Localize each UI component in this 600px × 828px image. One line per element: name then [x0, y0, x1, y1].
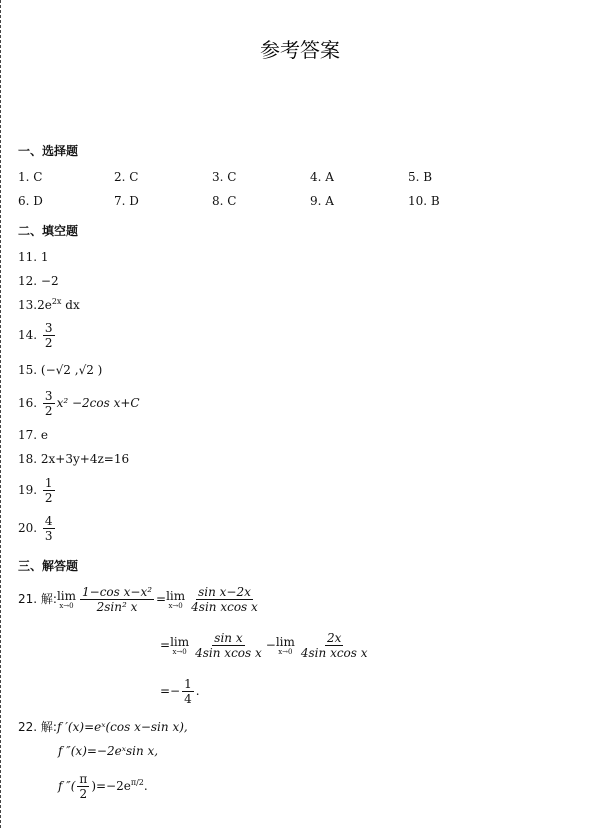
fraction-denominator: 2: [44, 404, 53, 418]
limit-word: lim: [56, 588, 77, 603]
result-tail: .: [195, 684, 200, 698]
choice-answer: 10. B: [408, 194, 440, 208]
fill-answer-19: [18, 476, 57, 505]
fraction-denominator: 4sin xcos x: [191, 600, 258, 614]
fill-answer-20: [18, 514, 57, 543]
fill-answer-14: [18, 321, 57, 350]
q22-line-3: [58, 772, 148, 801]
q22-derivative-1: f ′(x)=eˣ(cos x−sin x),: [56, 720, 188, 734]
limit: [170, 636, 189, 656]
q21-label: 21. 解:: [18, 592, 57, 606]
q21-line-2: [160, 631, 372, 660]
choice-answer: 8. C: [212, 194, 237, 208]
fraction-numerator: 1: [184, 677, 192, 691]
equals-sign: =: [160, 638, 171, 652]
fraction-numerator: 4: [44, 514, 53, 528]
limit-subscript: x→0: [168, 601, 183, 610]
limit-subscript: x→0: [59, 601, 74, 610]
answer-tail: dx: [61, 298, 80, 312]
fraction: [43, 476, 55, 505]
limit-word: lim: [275, 634, 295, 649]
answer-exponent: 2x: [51, 297, 62, 306]
limit-word: lim: [166, 588, 186, 603]
fraction-denominator: 3: [44, 529, 53, 543]
fraction-denominator: 4sin xcos x: [195, 646, 262, 660]
fraction-denominator: 2: [79, 787, 88, 801]
choice-answer: 6. D: [18, 194, 43, 208]
fraction: [189, 585, 260, 614]
fraction-numerator: 2x: [327, 631, 342, 645]
limit-word: lim: [170, 634, 190, 649]
section-heading-fill: 二、填空题: [18, 224, 79, 238]
q22-eval-end: .: [143, 779, 148, 793]
fraction-denominator: 4sin xcos x: [300, 646, 368, 660]
answer-number: 15.: [18, 363, 38, 377]
equals-sign: =: [156, 592, 167, 606]
answer-number: 14.: [18, 328, 38, 342]
answer-number: 13.: [18, 298, 38, 312]
answer-expr: 2e: [37, 298, 52, 312]
fraction: [43, 389, 55, 418]
fraction-numerator: 3: [44, 389, 53, 403]
choice-answer: 9. A: [310, 194, 334, 208]
fraction-numerator: sin x−2x: [198, 585, 251, 599]
fraction-numerator: π: [79, 772, 88, 786]
page-title: 参考答案: [260, 38, 340, 62]
fraction: [43, 514, 55, 543]
fill-answer-16: [18, 389, 140, 418]
fraction-numerator: 1: [44, 476, 53, 490]
limit-subscript: x→0: [172, 647, 187, 656]
fraction-denominator: 2sin² x: [96, 600, 138, 614]
result-prefix: =−: [160, 684, 181, 698]
fill-answer-17: 17. e: [18, 428, 48, 442]
q22-label: 22. 解:: [18, 720, 57, 734]
section-heading-solve: 三、解答题: [18, 559, 79, 573]
choice-answer: 2. C: [114, 170, 139, 184]
fraction-denominator: 2: [44, 491, 53, 505]
fill-answer-12: 12. −2: [18, 274, 59, 288]
q22-derivative-2: f ″(x)=−2eˣsin x,: [58, 744, 159, 758]
choice-answer: 7. D: [114, 194, 139, 208]
fraction: [43, 321, 55, 350]
limit: [57, 590, 76, 610]
answer-tail: x² −2cos x+C: [56, 396, 140, 410]
choice-answer: 1. C: [18, 170, 43, 184]
answer-number: 20.: [18, 521, 38, 535]
q22-line-1: [18, 718, 188, 735]
fill-answer-11: 11. 1: [18, 250, 49, 264]
page-border: [0, 0, 1, 828]
limit: [166, 590, 185, 610]
fraction-numerator: 1−cos x−x²: [82, 585, 153, 599]
limit: [276, 636, 295, 656]
fraction: [182, 677, 194, 706]
choice-answer: 3. C: [212, 170, 237, 184]
q21-line-1: [18, 585, 262, 614]
choice-answer: 5. B: [408, 170, 433, 184]
fill-answer-18: 18. 2x+3y+4z=16: [18, 452, 130, 466]
q22-eval-post: )=−2e: [91, 779, 131, 793]
section-heading-choice: 一、选择题: [18, 144, 79, 158]
q22-line-2: [58, 744, 158, 758]
fraction-denominator: 4: [184, 692, 192, 706]
fill-answer-13: [18, 297, 80, 312]
fraction: [193, 631, 264, 660]
fraction: [77, 772, 89, 801]
answer-number: 16.: [18, 396, 38, 410]
answer-expr: (−√2 ,√2 ): [40, 363, 103, 377]
limit-subscript: x→0: [278, 647, 293, 656]
fraction-numerator: sin x: [214, 631, 243, 645]
fraction-denominator: 2: [44, 336, 53, 350]
minus-sign: −: [265, 638, 276, 652]
answer-number: 19.: [18, 483, 38, 497]
fraction: [80, 585, 154, 614]
q21-line-3: [160, 677, 200, 706]
fraction-numerator: 3: [44, 321, 53, 335]
q22-eval-prefix: f ″(: [58, 779, 76, 793]
choice-answer: 4. A: [310, 170, 334, 184]
fill-answer-15: [18, 363, 102, 377]
q22-eval-exponent: π/2: [130, 778, 144, 787]
fraction: [299, 631, 370, 660]
